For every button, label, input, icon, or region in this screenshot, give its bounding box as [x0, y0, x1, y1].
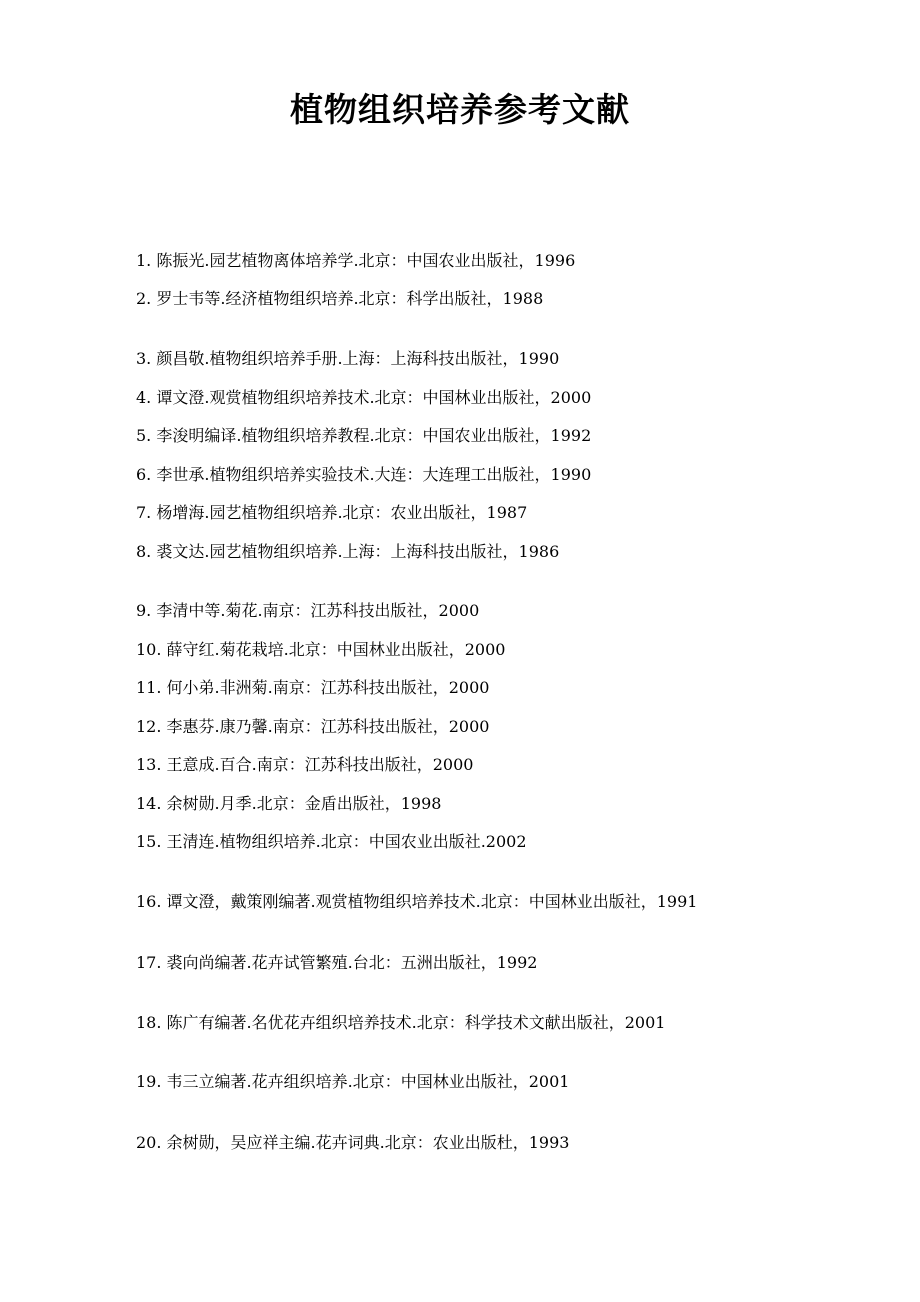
- reference-item: 14. 余树勋.月季.北京：金盾出版社，1998: [136, 794, 442, 813]
- reference-item: 9. 李清中等.菊花.南京：江苏科技出版社，2000: [136, 601, 480, 620]
- reference-item: 7. 杨增海.园艺植物组织培养.北京：农业出版社，1987: [136, 503, 528, 522]
- reference-item: 1. 陈振光.园艺植物离体培养学.北京：中国农业出版社，1996: [136, 251, 576, 270]
- reference-item: 10. 薛守红.菊花栽培.北京：中国林业出版社，2000: [136, 640, 506, 659]
- reference-item: 12. 李惠芬.康乃馨.南京：江苏科技出版社，2000: [136, 717, 490, 736]
- reference-item: 17. 裘向尚编著.花卉试管繁殖.台北：五洲出版社，1992: [136, 953, 538, 972]
- reference-item: 8. 裘文达.园艺植物组织培养.上海：上海科技出版社，1986: [136, 542, 560, 561]
- reference-item: 19. 韦三立编著.花卉组织培养.北京：中国林业出版社，2001: [136, 1072, 570, 1091]
- document-title: 植物组织培养参考文献: [290, 90, 630, 129]
- reference-item: 15. 王清连.植物组织培养.北京：中国农业出版社.2002: [136, 832, 527, 851]
- reference-item: 5. 李浚明编译.植物组织培养教程.北京：中国农业出版社，1992: [136, 426, 592, 445]
- reference-item: 4. 谭文澄.观赏植物组织培养技术.北京：中国林业出版社，2000: [136, 388, 592, 407]
- reference-item: 20. 余树勋，吴应祥主编.花卉词典.北京：农业出版杜，1993: [136, 1133, 570, 1152]
- reference-item: 16. 谭文澄，戴策刚编著.观赏植物组织培养技术.北京：中国林业出版社，1991: [136, 892, 698, 911]
- reference-item: 6. 李世承.植物组织培养实验技术.大连：大连理工出版社，1990: [136, 465, 592, 484]
- reference-item: 3. 颜昌敬.植物组织培养手册.上海：上海科技出版社，1990: [136, 349, 560, 368]
- reference-item: 11. 何小弟.非洲菊.南京：江苏科技出版社，2000: [136, 678, 490, 697]
- reference-item: 18. 陈广有编著.名优花卉组织培养技术.北京：科学技术文献出版社，2001: [136, 1013, 666, 1032]
- reference-item: 13. 王意成.百合.南京：江苏科技出版社，2000: [136, 755, 474, 774]
- reference-item: 2. 罗士韦等.经济植物组织培养.北京：科学出版社，1988: [136, 289, 544, 308]
